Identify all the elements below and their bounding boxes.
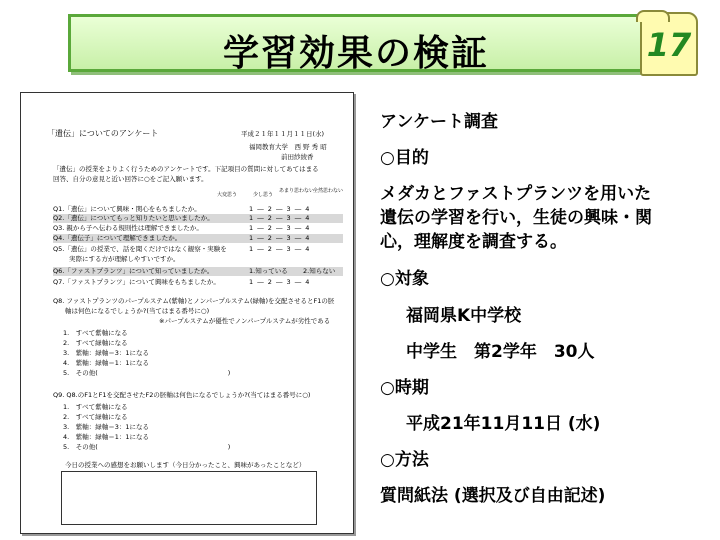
question-scale: 1 ― 2 ― 3 ― 4 <box>249 245 311 253</box>
question-row <box>53 205 343 214</box>
purpose-line-3: 心，理解度を調査する。 <box>380 232 567 252</box>
period-label: ○時期 <box>380 378 429 398</box>
q6-option-a: 1.知っている <box>249 267 288 275</box>
method-label: ○方法 <box>380 450 429 470</box>
question-text: Q7.「ファストプランツ」について興味をもちましたか。 <box>53 278 220 286</box>
survey-document <box>20 92 354 534</box>
purpose-line-1: メダカとファストプランツを用いた <box>380 184 652 204</box>
survey-intro-2: 回答、自分の意見と近い回答に○をご記入願います。 <box>53 175 208 183</box>
purpose-label: ○目的 <box>380 148 429 168</box>
q8-line-2: 軸は何色になるでしょうか?(当てはまる番号に○) <box>65 307 210 315</box>
survey-author-2: 前田紗綾香 <box>281 153 314 161</box>
target-label: ○対象 <box>380 269 429 289</box>
q6-option-b: 2.知らない <box>303 267 336 275</box>
target-line-2: 中学生 第2学年 30人 <box>406 342 595 362</box>
slide-number: 17 <box>646 26 692 64</box>
scale-label-1: 大変思う <box>217 192 238 198</box>
scale-label-2: 少し思う <box>253 192 274 198</box>
q9-option: 3. 紫軸：緑軸＝3：1になる <box>63 423 149 431</box>
q8-option: 5. その他( ) <box>63 369 231 377</box>
q9-option: 2. すべて緑軸になる <box>63 413 128 421</box>
scale-label-4: 全然思わない <box>313 188 344 194</box>
title-bar <box>68 14 644 72</box>
q8-option: 4. 紫軸：緑軸＝1：1になる <box>63 359 149 367</box>
survey-date: 平成２１年１１月１１日(水) <box>241 130 325 138</box>
scroll-curl-decoration <box>636 10 670 22</box>
slide-title: 学習効果の検証 <box>222 33 489 74</box>
survey-author-1: 福岡教育大学 西 野 秀 昭 <box>249 143 327 151</box>
question-text: Q4.「遺伝子」について理解できましたか。 <box>53 234 182 242</box>
period-value: 平成21年11月11日 (水) <box>406 414 601 434</box>
question-scale: 1 ― 2 ― 3 ― 4 <box>249 224 311 232</box>
q5-continuation: 実際にする方が理解しやすいですか。 <box>69 255 180 263</box>
question-scale: 1 ― 2 ― 3 ― 4 <box>249 205 311 213</box>
target-line-1: 福岡県K中学校 <box>406 306 522 326</box>
question-row <box>53 267 343 276</box>
q8-note: ※パープルステムが優性でノンパープルステムが劣性である <box>159 317 331 325</box>
question-text: Q6.「ファストプランツ」について知っていましたか。 <box>53 267 214 275</box>
question-row <box>53 278 343 287</box>
q8-option: 3. 紫軸：緑軸＝3：1になる <box>63 349 149 357</box>
purpose-line-2: 遺伝の学習を行い，生徒の興味・関 <box>380 208 652 228</box>
question-text: Q3. 親から子へ伝わる規則性は理解できましたか。 <box>53 224 203 232</box>
question-text: Q1.「遺伝」について興味・関心をもちましたか。 <box>53 205 201 213</box>
q9-option: 4. 紫軸：緑軸＝1：1になる <box>63 433 149 441</box>
question-row <box>53 245 343 254</box>
question-text: Q2.「遺伝」についてもっと知りたいと思いましたか。 <box>53 214 214 222</box>
q8-line-1: Q8. ファストプランツのパープルステム(紫軸)とノンパープルステム(緑軸)を交配させるとF1の胚 <box>53 297 335 305</box>
question-row <box>53 234 343 243</box>
q8-option: 1. すべて紫軸になる <box>63 329 128 337</box>
question-scale: 1 ― 2 ― 3 ― 4 <box>249 278 311 286</box>
comment-box <box>61 471 317 525</box>
survey-intro-1: 「遺伝」の授業をよりよく行うためのアンケートです。下記項目の質問に対してあてはまる <box>53 165 319 173</box>
summary-heading: アンケート調査 <box>380 112 498 132</box>
comment-prompt: 今日の授業への感想をお願いします（今日分かったこと、興味があったことなど） <box>65 461 306 469</box>
survey-title: 「遺伝」についてのアンケート <box>47 129 159 138</box>
scale-label-3: あまり思わない <box>279 188 315 194</box>
question-text: Q5.「遺伝」の授業で、話を聞くだけではなく観察・実験を <box>53 245 227 253</box>
q9-option: 5. その他( ) <box>63 443 231 451</box>
q9-line: Q9. Q8.のF1とF1を交配させたF2の胚軸は何色になるでしょうか?(当てはまる番号に○) <box>53 391 311 399</box>
question-row <box>53 214 343 223</box>
q9-option: 1. すべて紫軸になる <box>63 403 128 411</box>
method-value: 質問紙法 (選択及び自由記述) <box>380 486 606 506</box>
question-scale: 1 ― 2 ― 3 ― 4 <box>249 234 311 242</box>
question-row <box>53 224 343 233</box>
question-scale: 1 ― 2 ― 3 ― 4 <box>249 214 311 222</box>
q8-option: 2. すべて緑軸になる <box>63 339 128 347</box>
